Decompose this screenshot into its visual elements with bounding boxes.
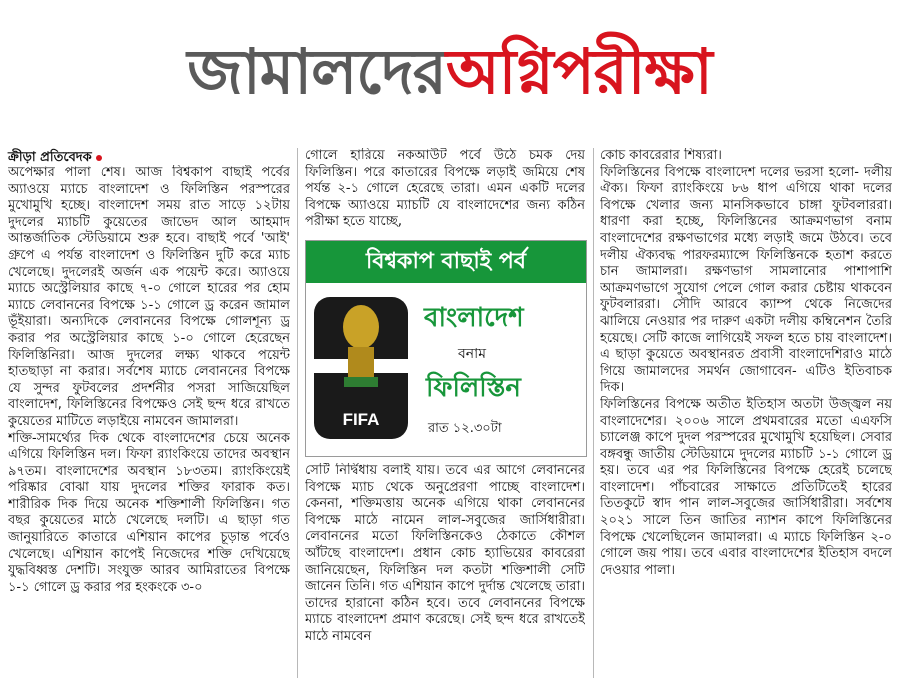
article-column-2-top bbox=[305, 148, 585, 230]
paragraph-1: অপেক্ষার পালা শেষ। আজ বিশ্বকাপ বাছাই পর্বের অ্যাওয়ে ম্যাচে বাংলাদেশ ও ফিলিস্তিন পরস্পরের মুখোমুখি হচ্ছে। বাংলাদেশ সময় রাত সাড়ে ১২টায় দুদলের ম্যাচটি কুয়েতের জাভেদ আল আহমাদ আন্তর্জাতিক স্টেডিয়ামে শুরু হবে। বাছাই পর্বে 'আই' গ্রুপে এ পর্যন্ত বাংলাদেশ ও ফিলিস্তিন দুটি করে ম্যাচ খেলেছে। দুদলেরই অর্জন এক পয়েন্ট করে। অ্যাওয়ে ম্যাচে অস্ট্রেলিয়ার কাছে ৭-০ গোলে হারের পর হোম ম্যাচে লেবাননের বিপক্ষে ১-১ গোলে ড্র করেন জামাল ভূঁইয়ারা। অন্যদিকে লেবাননের বিপক্ষে গোলশূন্য ড্র করার পর অস্ট্রেলিয়ার কাছে ১-০ গোলে হেরেছেন ফিলিস্তিনিরা। আজ দুদলের লক্ষ্য থাকবে পয়েন্ট হাতছাড়া না করার। সর্বশেষ ম্যাচে লেবাননের বিপক্ষে যে সুন্দর ফুটবলের প্রদর্শনীর পসরা সাজিয়েছিল বাংলাদেশ, ফিলিস্তিনের বিপক্ষেও সেই ছন্দ ধরে রাখতে কুয়েতের মাটিতে লড়াইয়ে নামবেন জামালরা। bbox=[8, 165, 290, 429]
headline-part-1: জামালদের bbox=[187, 35, 446, 108]
emblem-fifa-text: FIFA bbox=[342, 410, 380, 429]
article-column-3 bbox=[600, 148, 892, 678]
headline-part-2: অগ্নিপরীক্ষা bbox=[445, 35, 712, 108]
paragraph-3: গোলে হারিয়ে নকআউট পর্বে উঠে চমক দেয় ফিলিস্তিন। পরে কাতারের বিপক্ষে লড়াই জমিয়ে শেষ পর্যন্ত ২-১ গোলে হেরেছে তারা। এমন একটি দলের বিপক্ষে অ্যাওয়ে ম্যাচটি যে বাংলাদেশের জন্য কঠিন পরীক্ষা হতে যাচ্ছে, bbox=[305, 148, 585, 230]
match-info-title: বিশ্বকাপ বাছাই পর্ব bbox=[306, 241, 586, 283]
versus-label: বনাম bbox=[458, 346, 486, 362]
paragraph-7: ফিলিস্তিনের বিপক্ষে অতীত ইতিহাস অতটা উজ্জ্বল নয় বাংলাদেশের। ২০০৬ সালে প্রথমবারের মতো এএফসি চ্যালেঞ্জ কাপে দুদল পরস্পরের মুখোমুখি হয়েছিল। সেবার বঙ্গবন্ধু জাতীয় স্টেডিয়ামে দুদলের ম্যাচটি ১-১ গোলে ড্র হয়। তবে এর পর ফিলিস্তিনের বিপক্ষে হেরেই চলেছে বাংলাদেশ। পাঁচবারের সাক্ষাতে প্রতিটিতেই হারের তিতকুটে স্বাদ পান লাল-সবুজের জার্সিধারীরা। সর্বশেষ ২০২১ সালে তিন জাতির ন্যাশন কাপে ফিলিস্তিনের বিপক্ষে খেলেছিলেন জামালরা। এ ম্যাচে ফিলিস্তিন ২-০ গোলে জয় পায়। তবে এবার বাংলাদেশের ইতিহাস বদলে দেওয়ার পালা। bbox=[600, 396, 892, 578]
team-2-name: ফিলিস্তিন bbox=[426, 373, 521, 403]
column-divider-1 bbox=[297, 148, 298, 678]
match-time: রাত ১২.৩০টা bbox=[428, 421, 502, 436]
paragraph-6: ফিলিস্তিনের বিপক্ষে বাংলাদেশ দলের ভরসা হলো- দলীয় ঐক্য। ফিফা র‍্যাংকিংয়ে ৮৬ ধাপ এগিয়ে থাকা দলের বিপক্ষে খেলার জন্য মানসিকভাবে চাঙ্গা ফুটবলাররা। ধারণা করা হচ্ছে, ফিলিস্তিনের আক্রমণভাগ বনাম বাংলাদেশের রক্ষণভাগের মধ্যে লড়াই জমে উঠবে। তবে দলীয় ঐক্যবদ্ধ পারফরম্যান্সে ফিলিস্তিনকে হতাশ করতে চান জামালরা। রক্ষণভাগ সামলানোর পাশাপাশি আক্রমণভাগে সুযোগ পেলে গোল করার চেষ্টায় থাকবেন ফুটবলাররা। সৌদি আরবে ক্যাম্প থেকে নিজেদের ঝালিয়ে নেওয়ার পর দারুণ একটা দলীয় কম্বিনেশন তৈরি হয়েছে। সেটি কাজে লাগিয়েই সফল হতে চায় বাংলাদেশ। এ ছাড়া কুয়েতে অবস্থানরত প্রবাসী বাংলাদেশিরাও মাঠে গিয়ে জামালদের সমর্থন জোগাবেন- এটিও ইতিবাচক দিক। bbox=[600, 164, 892, 396]
match-info-box bbox=[305, 240, 587, 457]
byline-dot-icon bbox=[96, 155, 102, 161]
world-cup-2026-emblem-icon bbox=[310, 293, 412, 443]
paragraph-5: কোচ কাবরেরার শিষ্যরা। bbox=[600, 148, 722, 163]
paragraph-2: শক্তি-সামর্থ্যের দিক থেকে বাংলাদেশের চেয়ে অনেক এগিয়ে ফিলিস্তিন দল। ফিফা র‍্যাংকিংয়ে তাদের অবস্থান ৯৭তম। বাংলাদেশের অবস্থান ১৮৩তম। র‍্যাংকিংয়েই পরিষ্কার বোঝা যায় দুদলের শক্তির ফারাক কত। শারীরিক দিক দিয়ে অনেক শক্তিশালী ফিলিস্তিন। গত বছর কুয়েতের মাঠে খেলেছে দলটি। এ ছাড়া গত জানুয়ারিতে কাতারে এশিয়ান কাপের চূড়ান্ত পর্বেও খেলেছে। এশিয়ান কাপেই নিজেদের শক্তি দেখিয়েছে যুদ্ধবিধ্বস্ত দেশটি। সংযুক্ত আরব আমিরাতের বিপক্ষে ১-১ গোলে ড্র করার পর হংকংকে ৩-০ bbox=[8, 430, 290, 595]
byline-text: ক্রীড়া প্রতিবেদক bbox=[8, 150, 92, 165]
article-column-1 bbox=[8, 165, 290, 677]
article-column-2-bottom bbox=[305, 463, 585, 677]
column-divider-2 bbox=[593, 148, 594, 678]
headline bbox=[0, 22, 899, 122]
team-1-name: বাংলাদেশ bbox=[424, 303, 524, 333]
paragraph-4: সেটি নির্দ্বিধায় বলাই যায়। তবে এর আগে লেবাননের বিপক্ষে ম্যাচ থেকে অনুপ্রেরণা পাচ্ছে বাংলাদেশ। কেননা, শক্তিমত্তায় অনেক এগিয়ে থাকা লেবাননের বিপক্ষে মাঠে নামেন লাল-সবুজের জার্সিধারীরা। লেবাননের মতো ফিলিস্তিনকেও ঠেকাতে কৌশল আঁটছে বাংলাদেশ। প্রধান কোচ হ্যাভিয়ের কাবরেরা জানিয়েছেন, ফিলিস্তিন দল কতটা শক্তিশালী সেটি জানেন তিনি। গত এশিয়ান কাপে দুর্দান্ত খেলেছে তারা। তাদের হারানো কঠিন হবে। তবে লেবাননের বিপক্ষে ম্যাচে বাংলাদেশ প্রমাণ করেছে। সেই ছন্দ ধরে রাখতেই মাঠে নামবেন bbox=[305, 463, 585, 644]
